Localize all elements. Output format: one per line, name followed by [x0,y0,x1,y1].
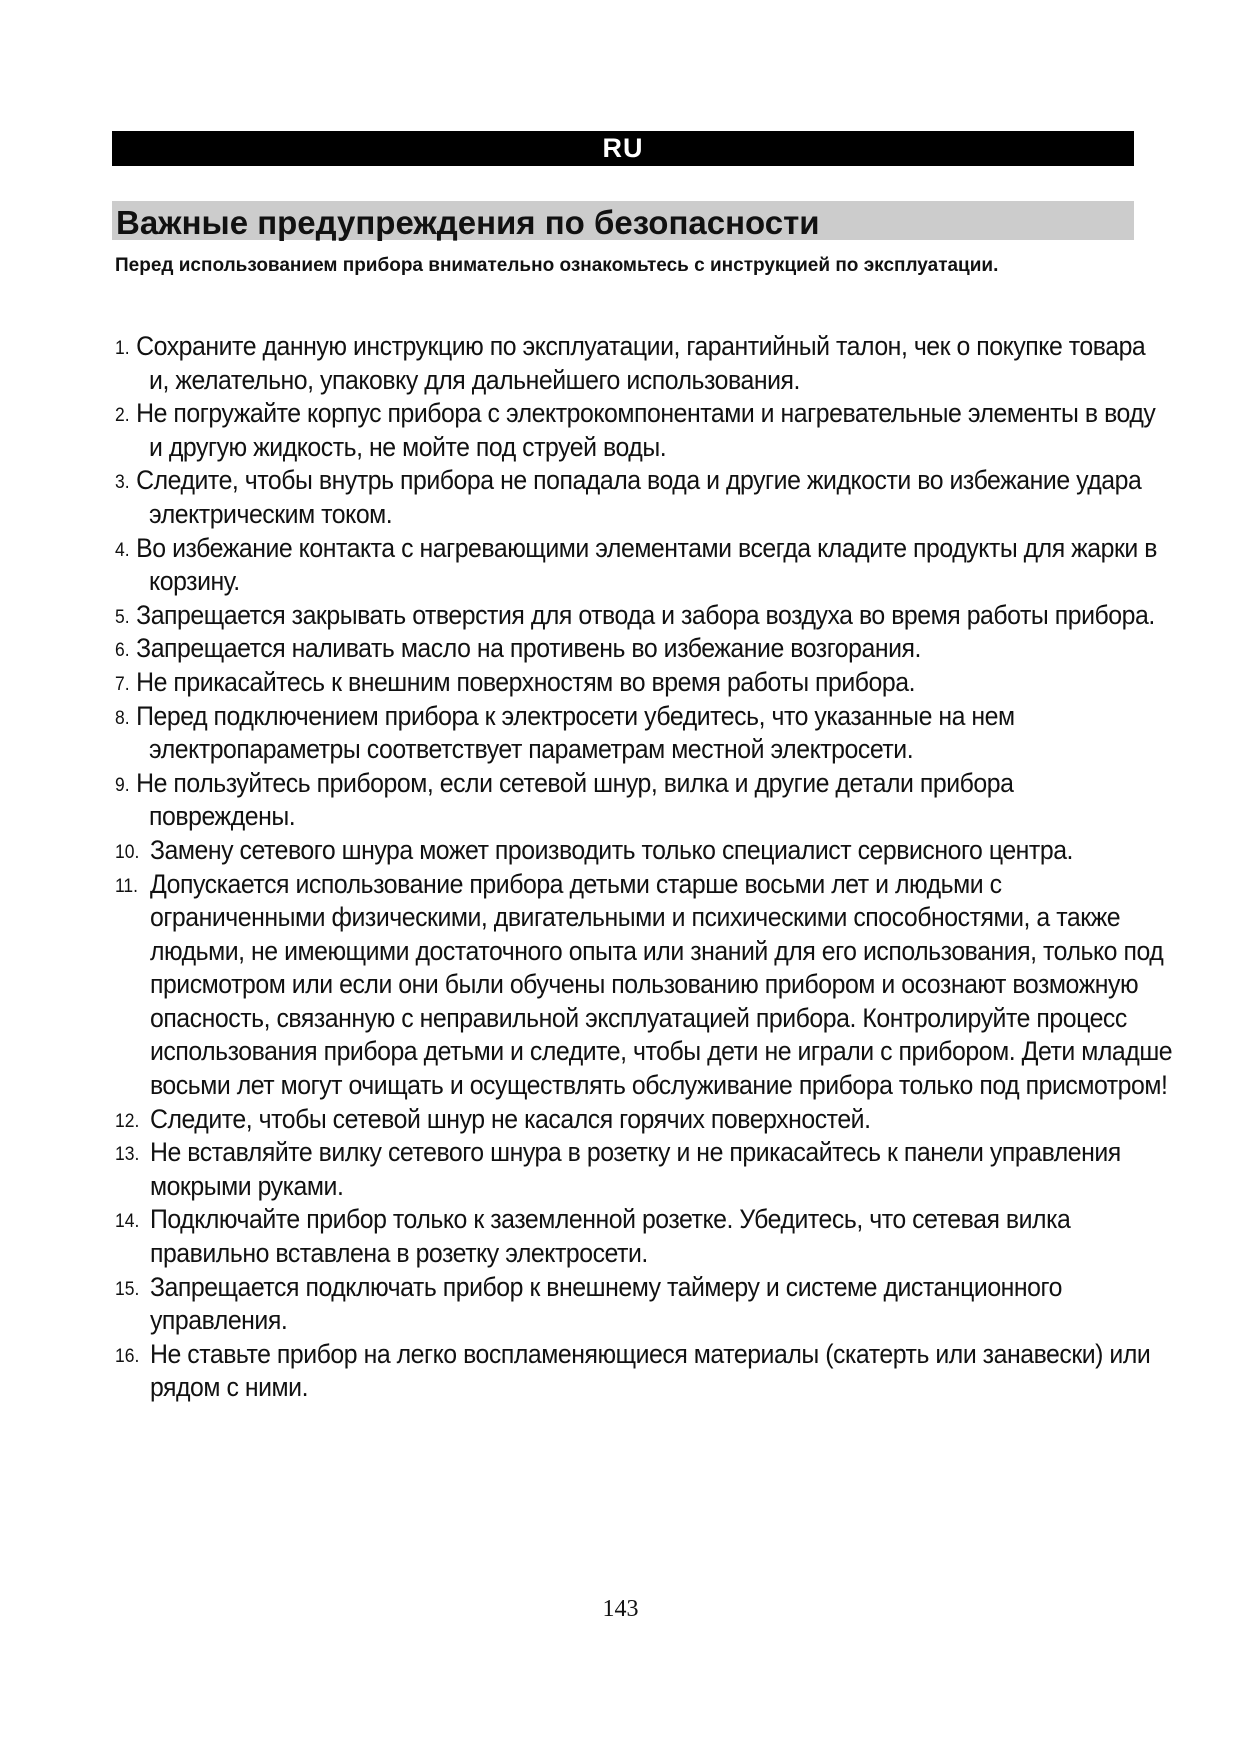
list-item [115,868,1179,1103]
list-item [115,834,1179,868]
list-item [115,397,1165,464]
list-item-number: 12. [115,1110,140,1132]
list-item-text: Сохраните данную инструкцию по эксплуатации, гарантийный талон, чек о покупке товара и, желательно, упаковку для дальнейшего использования. [136,331,1146,395]
safety-rules-list [115,330,1173,1405]
list-item-number: 3. [115,472,130,494]
list-item-number: 14. [115,1211,140,1233]
list-item-text: Запрещается подключать прибор к внешнему таймеру и системе дистанционного управления. [149,1271,1062,1336]
section-title: Важные предупреждения по безопасности [116,204,820,241]
list-item [115,700,1165,767]
list-item-number: 8. [115,707,130,729]
list-item-number: 7. [115,673,130,695]
language-code: RU [602,133,644,163]
list-item-number: 11. [115,875,139,897]
list-item-text: Не вставляйте вилку сетевого шнура в розетку и не прикасайтесь к панели управления мокрыми руками. [149,1137,1121,1201]
intro-text: Перед использованием прибора внимательно ознакомьтесь с инструкцией по эксплуатации. [115,255,999,276]
list-item [115,1103,1179,1137]
list-item-number: 2. [115,405,130,427]
list-item-text: Допускается использование прибора детьми старше восьми лет и людьми с ограниченными физическими, двигательными и психическими способностями, а также людьми, не имеющими достаточного опыта или знаний для его использования, только под присмотром или если они были обучены пользованию прибором и осознают возможную опасность, связанную с неправильной эксплуатацией прибора. Контролируйте процесс использования прибора детьми и следите, чтобы дети не играли с прибором. Дети младше восьми лет могут очищать и осуществлять обслуживание прибора только под присмотром! [149,868,1173,1101]
list-item-text: Следите, чтобы сетевой шнур не касался горячих поверхностей. [149,1103,871,1134]
list-item-number: 5. [115,606,130,628]
list-item-text: Не пользуйтесь прибором, если сетевой шнур, вилка и другие детали прибора повреждены. [136,767,1014,832]
list-item [115,1136,1179,1203]
list-item-text: Не прикасайтесь к внешним поверхностям во время работы прибора. [136,666,916,697]
list-item-number: 15. [115,1278,140,1300]
list-item-number: 13. [115,1144,140,1166]
list-item [115,632,1165,666]
list-item-text: Замену сетевого шнура может производить только специалист сервисного центра. [149,834,1074,865]
list-item [115,330,1165,397]
list-item-text: Подключайте прибор только к заземленной розетке. Убедитесь, что сетевая вилка правильно вставлена в розетку электросети. [149,1204,1071,1269]
list-item-number: 1. [115,338,130,359]
list-item-number: 10. [115,841,140,863]
list-item-text: Следите, чтобы внутрь прибора не попадала вода и другие жидкости во избежание удара электрическим током. [136,465,1142,529]
list-item-text: Не погружайте корпус прибора с электрокомпонентами и нагревательные элементы в воду и другую жидкость, не мойте под струей воды. [136,398,1156,462]
list-item [115,532,1165,599]
list-item-text: Запрещается закрывать отверстия для отвода и забора воздуха во время работы прибора. [136,599,1155,630]
list-item-number: 6. [115,640,130,662]
list-item-text: Во избежание контакта с нагревающими элементами всегда кладите продукты для жарки в корзину. [136,532,1158,597]
section-header-bar [112,201,1134,240]
list-item [115,767,1165,834]
list-item-text: Перед подключением прибора к электросети убедитесь, что указанные на нем электропараметры соответствует параметрам местной электросети. [136,700,1015,765]
language-header-bar [112,131,1134,166]
page-number: 143 [602,1596,639,1622]
list-item [115,599,1165,633]
list-item-text: Запрещается наливать масло на противень во избежание возгорания. [136,633,921,664]
list-item-text: Не ставьте прибор на легко воспламеняющиеся материалы (скатерть или занавески) или рядом с ними. [149,1338,1151,1403]
list-item [115,1271,1179,1338]
list-item-number: 4. [115,539,130,561]
list-item [115,1203,1179,1270]
list-item [115,464,1165,531]
list-item [115,1338,1179,1405]
list-item-number: 16. [115,1345,140,1367]
list-item [115,666,1165,700]
list-item-number: 9. [115,774,130,796]
